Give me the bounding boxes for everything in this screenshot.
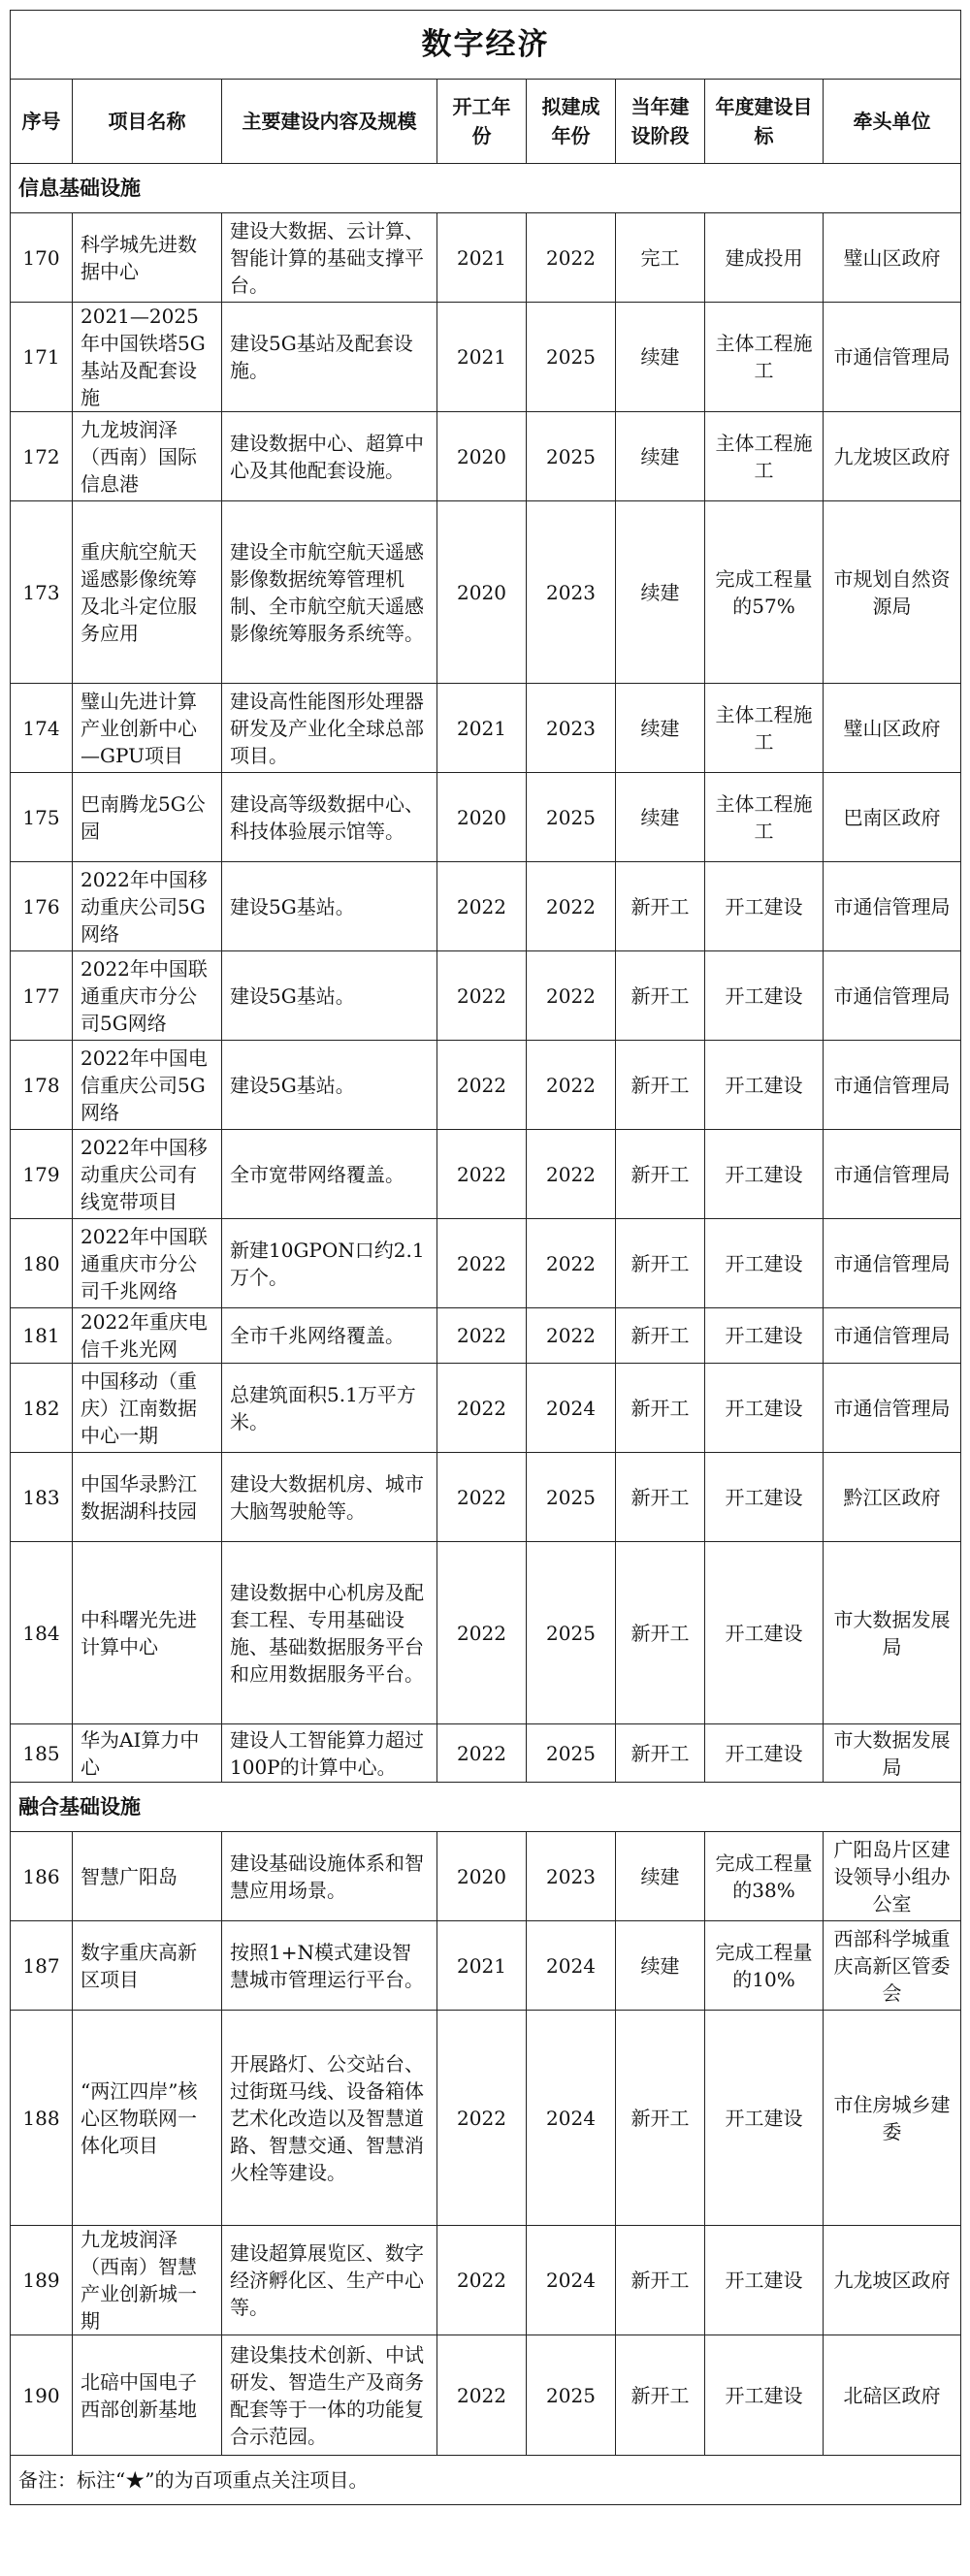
table-row <box>11 303 961 412</box>
row-number: 177 <box>11 951 73 1041</box>
project-name: 中国华录黔江数据湖科技园 <box>73 1453 222 1542</box>
project-name: 2022年中国移动重庆公司有线宽带项目 <box>73 1130 222 1219</box>
header-cell-stage: 当年建设阶段 <box>616 80 705 164</box>
end-year: 2022 <box>527 1041 616 1130</box>
build-stage: 续建 <box>616 684 705 773</box>
lead-unit: 市通信管理局 <box>824 1219 961 1308</box>
build-stage: 续建 <box>616 1921 705 2011</box>
project-name: “两江四岸”核心区物联网一体化项目 <box>73 2011 222 2226</box>
end-year: 2022 <box>527 1308 616 1364</box>
end-year: 2024 <box>527 1921 616 2011</box>
annual-target: 主体工程施工 <box>705 773 824 862</box>
header-cell-lead: 牵头单位 <box>824 80 961 164</box>
row-number: 182 <box>11 1364 73 1453</box>
build-stage: 新开工 <box>616 1724 705 1783</box>
end-year: 2025 <box>527 1542 616 1724</box>
project-name: 璧山先进计算产业创新中心—GPU项目 <box>73 684 222 773</box>
annual-target: 开工建设 <box>705 1724 824 1783</box>
project-content: 建设数据中心、超算中心及其他配套设施。 <box>222 412 437 501</box>
section-row <box>11 1783 961 1832</box>
note-row <box>11 2456 961 2505</box>
row-number: 178 <box>11 1041 73 1130</box>
lead-unit: 巴南区政府 <box>824 773 961 862</box>
lead-unit: 市通信管理局 <box>824 1130 961 1219</box>
project-table <box>10 10 961 2505</box>
lead-unit: 市大数据发展局 <box>824 1724 961 1783</box>
table-row <box>11 2335 961 2456</box>
project-name: 2022年中国联通重庆市分公司5G网络 <box>73 951 222 1041</box>
annual-target: 开工建设 <box>705 1219 824 1308</box>
project-content: 建设高等级数据中心、科技体验展示馆等。 <box>222 773 437 862</box>
start-year: 2022 <box>437 1364 527 1453</box>
project-name: 2022年中国电信重庆公司5G网络 <box>73 1041 222 1130</box>
start-year: 2020 <box>437 773 527 862</box>
table-row <box>11 684 961 773</box>
project-content: 开展路灯、公交站台、过街斑马线、设备箱体艺术化改造以及智慧道路、智慧交通、智慧消火栓等建设。 <box>222 2011 437 2226</box>
project-content: 建设数据中心机房及配套工程、专用基础设施、基础数据服务平台和应用数据服务平台。 <box>222 1542 437 1724</box>
start-year: 2022 <box>437 1453 527 1542</box>
annual-target: 开工建设 <box>705 1542 824 1724</box>
row-number: 188 <box>11 2011 73 2226</box>
annual-target: 建成投用 <box>705 213 824 303</box>
project-content: 建设全市航空航天遥感影像数据统筹管理机制、全市航空航天遥感影像统筹服务系统等。 <box>222 501 437 684</box>
project-name: 智慧广阳岛 <box>73 1832 222 1921</box>
start-year: 2022 <box>437 2011 527 2226</box>
lead-unit: 市通信管理局 <box>824 862 961 951</box>
table-note: 备注：标注“★”的为百项重点关注项目。 <box>11 2456 961 2505</box>
project-name: 重庆航空航天遥感影像统筹及北斗定位服务应用 <box>73 501 222 684</box>
annual-target: 开工建设 <box>705 951 824 1041</box>
row-number: 184 <box>11 1542 73 1724</box>
project-content: 新建10GPON口约2.1万个。 <box>222 1219 437 1308</box>
annual-target: 开工建设 <box>705 1453 824 1542</box>
lead-unit: 市大数据发展局 <box>824 1542 961 1724</box>
table-row <box>11 1130 961 1219</box>
row-number: 171 <box>11 303 73 412</box>
end-year: 2025 <box>527 2335 616 2456</box>
project-content: 建设高性能图形处理器研发及产业化全球总部项目。 <box>222 684 437 773</box>
table-row <box>11 1364 961 1453</box>
annual-target: 开工建设 <box>705 2335 824 2456</box>
project-name: 数字重庆高新区项目 <box>73 1921 222 2011</box>
annual-target: 完成工程量的57% <box>705 501 824 684</box>
table-row <box>11 412 961 501</box>
build-stage: 新开工 <box>616 951 705 1041</box>
table-row <box>11 1921 961 2011</box>
project-name: 2022年中国联通重庆市分公司千兆网络 <box>73 1219 222 1308</box>
row-number: 180 <box>11 1219 73 1308</box>
lead-unit: 璧山区政府 <box>824 684 961 773</box>
start-year: 2022 <box>437 862 527 951</box>
project-name: 2022年中国移动重庆公司5G网络 <box>73 862 222 951</box>
lead-unit: 市规划自然资源局 <box>824 501 961 684</box>
lead-unit: 市通信管理局 <box>824 303 961 412</box>
project-content: 建设超算展览区、数字经济孵化区、生产中心等。 <box>222 2226 437 2335</box>
project-name: 2021—2025年中国铁塔5G基站及配套设施 <box>73 303 222 412</box>
annual-target: 开工建设 <box>705 2011 824 2226</box>
start-year: 2022 <box>437 1041 527 1130</box>
start-year: 2022 <box>437 2226 527 2335</box>
end-year: 2022 <box>527 951 616 1041</box>
project-name: 九龙坡润泽（西南）智慧产业创新城一期 <box>73 2226 222 2335</box>
project-content: 总建筑面积5.1万平方米。 <box>222 1364 437 1453</box>
build-stage: 续建 <box>616 303 705 412</box>
header-cell-name: 项目名称 <box>73 80 222 164</box>
row-number: 176 <box>11 862 73 951</box>
lead-unit: 市通信管理局 <box>824 951 961 1041</box>
build-stage: 新开工 <box>616 1542 705 1724</box>
annual-target: 开工建设 <box>705 862 824 951</box>
end-year: 2024 <box>527 2226 616 2335</box>
header-cell-start: 开工年份 <box>437 80 527 164</box>
project-content: 全市千兆网络覆盖。 <box>222 1308 437 1364</box>
end-year: 2024 <box>527 2011 616 2226</box>
project-name: 2022年重庆电信千兆光网 <box>73 1308 222 1364</box>
table-row <box>11 1041 961 1130</box>
lead-unit: 市住房城乡建委 <box>824 2011 961 2226</box>
start-year: 2022 <box>437 951 527 1041</box>
project-name: 中科曙光先进计算中心 <box>73 1542 222 1724</box>
row-number: 170 <box>11 213 73 303</box>
lead-unit: 黔江区政府 <box>824 1453 961 1542</box>
table-row <box>11 213 961 303</box>
build-stage: 新开工 <box>616 1041 705 1130</box>
row-number: 190 <box>11 2335 73 2456</box>
project-content: 建设大数据机房、城市大脑驾驶舱等。 <box>222 1453 437 1542</box>
lead-unit: 市通信管理局 <box>824 1041 961 1130</box>
header-cell-content: 主要建设内容及规模 <box>222 80 437 164</box>
annual-target: 完成工程量的38% <box>705 1832 824 1921</box>
end-year: 2024 <box>527 1364 616 1453</box>
table-row <box>11 1542 961 1724</box>
lead-unit: 广阳岛片区建设领导小组办公室 <box>824 1832 961 1921</box>
table-row <box>11 773 961 862</box>
row-number: 175 <box>11 773 73 862</box>
start-year: 2021 <box>437 1921 527 2011</box>
row-number: 183 <box>11 1453 73 1542</box>
table-row <box>11 2226 961 2335</box>
table-row <box>11 1832 961 1921</box>
project-content: 全市宽带网络覆盖。 <box>222 1130 437 1219</box>
end-year: 2025 <box>527 773 616 862</box>
annual-target: 开工建设 <box>705 1041 824 1130</box>
build-stage: 新开工 <box>616 1308 705 1364</box>
section-title: 融合基础设施 <box>11 1783 961 1832</box>
lead-unit: 九龙坡区政府 <box>824 2226 961 2335</box>
table-title: 数字经济 <box>11 11 961 80</box>
end-year: 2022 <box>527 862 616 951</box>
project-content: 建设5G基站。 <box>222 1041 437 1130</box>
lead-unit: 璧山区政府 <box>824 213 961 303</box>
build-stage: 新开工 <box>616 2011 705 2226</box>
table-row <box>11 951 961 1041</box>
annual-target: 开工建设 <box>705 1308 824 1364</box>
start-year: 2022 <box>437 2335 527 2456</box>
lead-unit: 西部科学城重庆高新区管委会 <box>824 1921 961 2011</box>
project-content: 建设5G基站。 <box>222 951 437 1041</box>
table-row <box>11 2011 961 2226</box>
table-row <box>11 1308 961 1364</box>
end-year: 2023 <box>527 1832 616 1921</box>
project-name: 巴南腾龙5G公园 <box>73 773 222 862</box>
row-number: 189 <box>11 2226 73 2335</box>
build-stage: 续建 <box>616 501 705 684</box>
table-row <box>11 1219 961 1308</box>
end-year: 2022 <box>527 213 616 303</box>
start-year: 2021 <box>437 303 527 412</box>
start-year: 2022 <box>437 1219 527 1308</box>
lead-unit: 市通信管理局 <box>824 1364 961 1453</box>
document <box>10 10 960 2505</box>
section-title: 信息基础设施 <box>11 164 961 213</box>
end-year: 2022 <box>527 1130 616 1219</box>
project-content: 建设5G基站及配套设施。 <box>222 303 437 412</box>
build-stage: 新开工 <box>616 2226 705 2335</box>
build-stage: 续建 <box>616 1832 705 1921</box>
annual-target: 开工建设 <box>705 2226 824 2335</box>
project-name: 科学城先进数据中心 <box>73 213 222 303</box>
build-stage: 新开工 <box>616 1219 705 1308</box>
annual-target: 主体工程施工 <box>705 412 824 501</box>
start-year: 2020 <box>437 1832 527 1921</box>
section-row <box>11 164 961 213</box>
table-row <box>11 501 961 684</box>
table-row <box>11 862 961 951</box>
end-year: 2025 <box>527 1453 616 1542</box>
build-stage: 新开工 <box>616 2335 705 2456</box>
lead-unit: 九龙坡区政府 <box>824 412 961 501</box>
build-stage: 完工 <box>616 213 705 303</box>
row-number: 173 <box>11 501 73 684</box>
row-number: 187 <box>11 1921 73 2011</box>
header-row <box>11 80 961 164</box>
header-cell-target: 年度建设目标 <box>705 80 824 164</box>
build-stage: 续建 <box>616 412 705 501</box>
row-number: 179 <box>11 1130 73 1219</box>
project-name: 华为AI算力中心 <box>73 1724 222 1783</box>
start-year: 2022 <box>437 1542 527 1724</box>
build-stage: 新开工 <box>616 1130 705 1219</box>
annual-target: 主体工程施工 <box>705 684 824 773</box>
start-year: 2021 <box>437 213 527 303</box>
annual-target: 开工建设 <box>705 1364 824 1453</box>
start-year: 2020 <box>437 501 527 684</box>
project-content: 建设集技术创新、中试研发、智造生产及商务配套等于一体的功能复合示范园。 <box>222 2335 437 2456</box>
row-number: 172 <box>11 412 73 501</box>
end-year: 2025 <box>527 412 616 501</box>
row-number: 185 <box>11 1724 73 1783</box>
row-number: 174 <box>11 684 73 773</box>
build-stage: 新开工 <box>616 862 705 951</box>
project-content: 建设大数据、云计算、智能计算的基础支撑平台。 <box>222 213 437 303</box>
end-year: 2025 <box>527 303 616 412</box>
start-year: 2022 <box>437 1308 527 1364</box>
start-year: 2022 <box>437 1130 527 1219</box>
row-number: 186 <box>11 1832 73 1921</box>
row-number: 181 <box>11 1308 73 1364</box>
end-year: 2022 <box>527 1219 616 1308</box>
header-cell-no: 序号 <box>11 80 73 164</box>
project-name: 中国移动（重庆）江南数据中心一期 <box>73 1364 222 1453</box>
start-year: 2022 <box>437 1724 527 1783</box>
project-content: 按照1+N模式建设智慧城市管理运行平台。 <box>222 1921 437 2011</box>
project-name: 北碚中国电子西部创新基地 <box>73 2335 222 2456</box>
project-content: 建设基础设施体系和智慧应用场景。 <box>222 1832 437 1921</box>
end-year: 2023 <box>527 684 616 773</box>
project-content: 建设5G基站。 <box>222 862 437 951</box>
project-content: 建设人工智能算力超过100P的计算中心。 <box>222 1724 437 1783</box>
annual-target: 主体工程施工 <box>705 303 824 412</box>
table-row <box>11 1453 961 1542</box>
build-stage: 新开工 <box>616 1453 705 1542</box>
lead-unit: 市通信管理局 <box>824 1308 961 1364</box>
start-year: 2020 <box>437 412 527 501</box>
annual-target: 完成工程量的10% <box>705 1921 824 2011</box>
project-name: 九龙坡润泽（西南）国际信息港 <box>73 412 222 501</box>
table-row <box>11 1724 961 1783</box>
build-stage: 新开工 <box>616 1364 705 1453</box>
start-year: 2021 <box>437 684 527 773</box>
header-cell-end: 拟建成年份 <box>527 80 616 164</box>
lead-unit: 北碚区政府 <box>824 2335 961 2456</box>
build-stage: 续建 <box>616 773 705 862</box>
end-year: 2023 <box>527 501 616 684</box>
annual-target: 开工建设 <box>705 1130 824 1219</box>
end-year: 2025 <box>527 1724 616 1783</box>
